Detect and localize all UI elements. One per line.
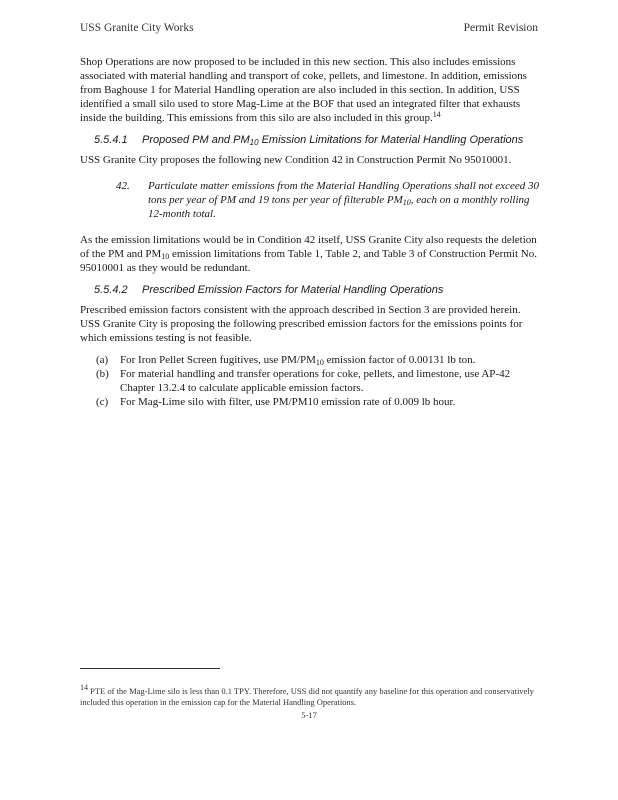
footnote-divider	[80, 668, 220, 669]
list-text-part: For Iron Pellet Screen fugitives, use PM/PM	[120, 354, 316, 366]
section-number: 5.5.4.1	[94, 134, 128, 146]
deletion-request-paragraph	[80, 233, 542, 275]
footnote	[80, 683, 542, 708]
body-content	[80, 55, 542, 409]
footnote-ref: 14	[432, 110, 441, 119]
page-number: 5-17	[301, 710, 317, 720]
emission-factors-paragraph: Prescribed emission factors consistent with the approach described in Section 3 are provided herein. USS Granite City is proposing the following prescribed emission factors for the emissions points for which emissions testing is not feasible.	[80, 304, 523, 344]
section-title-part: Emission Limitations for Material Handling Operations	[258, 134, 524, 146]
list-text: For Mag-Lime silo with filter, use PM/PM10 emission rate of 0.009 lb hour.	[120, 396, 456, 408]
paragraph-part: As the emission limitations would be in Condition 42 itself, USS Granite City also requests the deletion of the PM and PM	[80, 234, 537, 260]
section-title-part: Proposed PM and PM	[142, 134, 250, 146]
section-title	[142, 133, 542, 147]
section-heading-5-5-4-1	[94, 133, 542, 147]
list-text: For material handling and transfer operations for coke, pellets, and limestone, use AP-42 Chapter 13.2.4 to calculate applicable emission factors.	[120, 368, 511, 394]
list-text	[120, 353, 542, 367]
list-subscript: 10	[315, 358, 324, 367]
list-text-part: emission factor of 0.00131 lb ton.	[323, 354, 476, 366]
condition-intro-paragraph: USS Granite City proposes the following new Condition 42 in Construction Permit No 95010001.	[80, 154, 512, 166]
condition-subscript: 10	[402, 198, 411, 207]
condition-text	[148, 179, 542, 221]
list-label: (b)	[96, 368, 109, 380]
section-title: Prescribed Emission Factors for Material Handling Operations	[142, 284, 444, 296]
section-number: 5.5.4.2	[94, 284, 128, 296]
emission-factor-list	[80, 353, 542, 409]
list-item	[80, 353, 542, 367]
header-doc-type: Permit Revision	[463, 22, 538, 34]
list-item	[80, 395, 542, 409]
condition-number: 42.	[116, 180, 130, 192]
condition-text-part: Particulate matter emissions from the Material Handling Operations shall not exceed 30 tons per year of PM and 19 tons per year of filterable PM	[148, 180, 539, 206]
list-label: (a)	[96, 354, 109, 366]
page-header	[80, 22, 538, 34]
paragraph-subscript: 10	[161, 252, 170, 261]
header-facility: USS Granite City Works	[80, 22, 194, 34]
intro-text: Shop Operations are now proposed to be included in this new section. This also includes emissions associated with material handling and transport of coke, pellets, and limestone. In addition, emissions from Baghouse 1 for Material Handling operation are also included in this section. In addition, USS identified a small silo used to store Mag-Lime at the BOF that used an integrated filter that exhausts inside the building. This emissions from this silo are also included in this group.	[80, 56, 527, 124]
section-heading-5-5-4-2	[94, 283, 542, 297]
intro-paragraph	[80, 55, 542, 125]
footnote-text: PTE of the Mag-Lime silo is less than 0.1 TPY. Therefore, USS did not quantify any baseline for this operation and conservatively included this operation in the emission cap for the Material Handling Operations.	[80, 686, 534, 707]
footnote-marker: 14	[80, 683, 88, 692]
section-title-subscript: 10	[249, 138, 259, 147]
condition-text-part: , each on a monthly rolling 12-month total.	[148, 194, 530, 220]
list-label: (c)	[96, 396, 109, 408]
proposed-condition	[116, 179, 542, 221]
paragraph-part: emission limitations from Table 1, Table 2, and Table 3 of Construction Permit No. 95010001 as they would be redundant.	[80, 248, 537, 274]
list-item	[80, 367, 542, 395]
